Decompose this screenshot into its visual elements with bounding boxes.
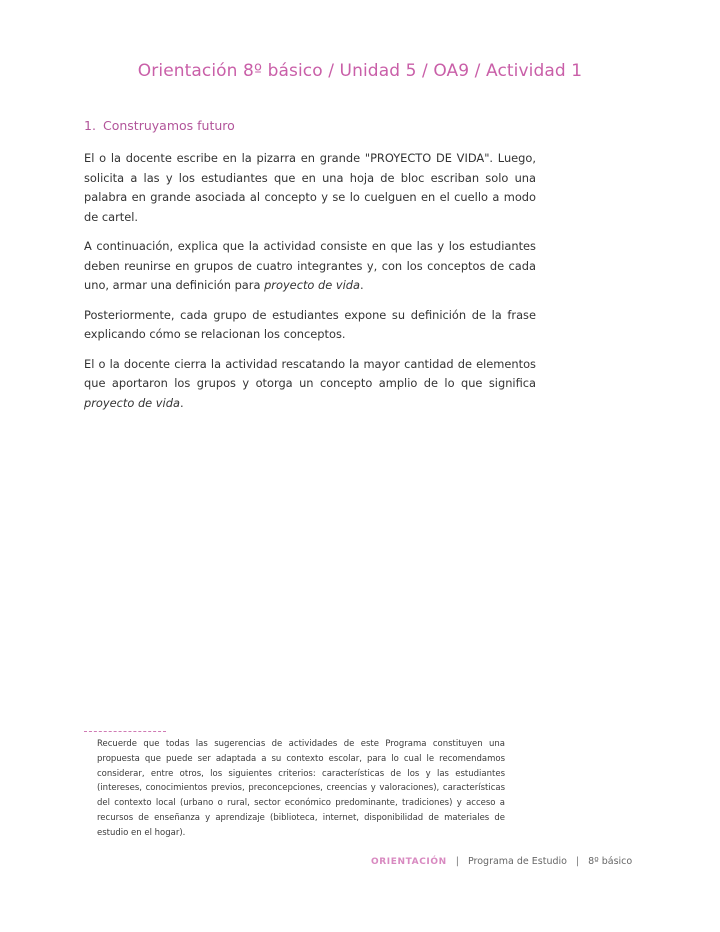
paragraph-text: El o la docente cierra la actividad rescatando la mayor cantidad de elementos que aportaron los grupos y otorga un concepto amplio de lo que significa — [84, 356, 536, 390]
footer-program: Programa de Estudio — [467, 856, 567, 867]
paragraph-group-work — [84, 237, 536, 296]
paragraph-text: A continuación, explica que la actividad consiste en que las y los estudiantes deben reunirse en grupos de cuatro integrantes y, con los conceptos de cada uno, armar una definición para — [84, 239, 536, 292]
activity-body — [84, 149, 536, 423]
paragraph-text: . — [179, 395, 184, 410]
emphasis-term: proyecto de vida — [84, 395, 180, 410]
footer-separator: | — [575, 856, 580, 867]
page-title: Orientación 8º básico / Unidad 5 / OA9 / Actividad 1 — [137, 61, 583, 81]
paragraph-presentation: Posteriormente, cada grupo de estudiantes expone su definición de la frase explicando cómo se relacionan los conceptos. — [84, 307, 536, 341]
footer-grade: 8º básico — [588, 856, 633, 867]
footer-brand: ORIENTACIÓN — [371, 857, 447, 867]
paragraph-intro: El o la docente escribe en la pizarra en grande "PROYECTO DE VIDA". Luego, solicita a las y los estudiantes que en una hoja de bloc escriban solo una palabra en grande asociada al concepto y se lo cuelguen en el cuello a modo de cartel. — [84, 151, 536, 224]
section-number: 1. — [84, 118, 96, 133]
paragraph-closing — [84, 355, 536, 414]
footer-separator: | — [455, 856, 459, 867]
section-heading-text: Construyamos futuro — [103, 118, 235, 133]
footnote: Recuerde que todas las sugerencias de actividades de este Programa constituyen una propuesta que puede ser adaptada a su contexto escolar, para lo cual le recomendamos considerar, entre otros, los siguientes criterios: características de los y las estudiantes (intereses, conocimientos previos, preconcepciones, creencias y valoraciones), características del contexto local (urbano o rural, sector económico predominante, tradiciones) y acceso a recursos de enseñanza y aprendizaje (biblioteca, internet, disponibilidad de materiales de estudio en el hogar). — [97, 739, 505, 838]
section-heading — [84, 118, 235, 133]
footnote-divider — [84, 731, 166, 732]
page-footer — [371, 856, 632, 867]
emphasis-term: proyecto de vida — [264, 278, 360, 292]
paragraph-text: . — [360, 278, 364, 292]
